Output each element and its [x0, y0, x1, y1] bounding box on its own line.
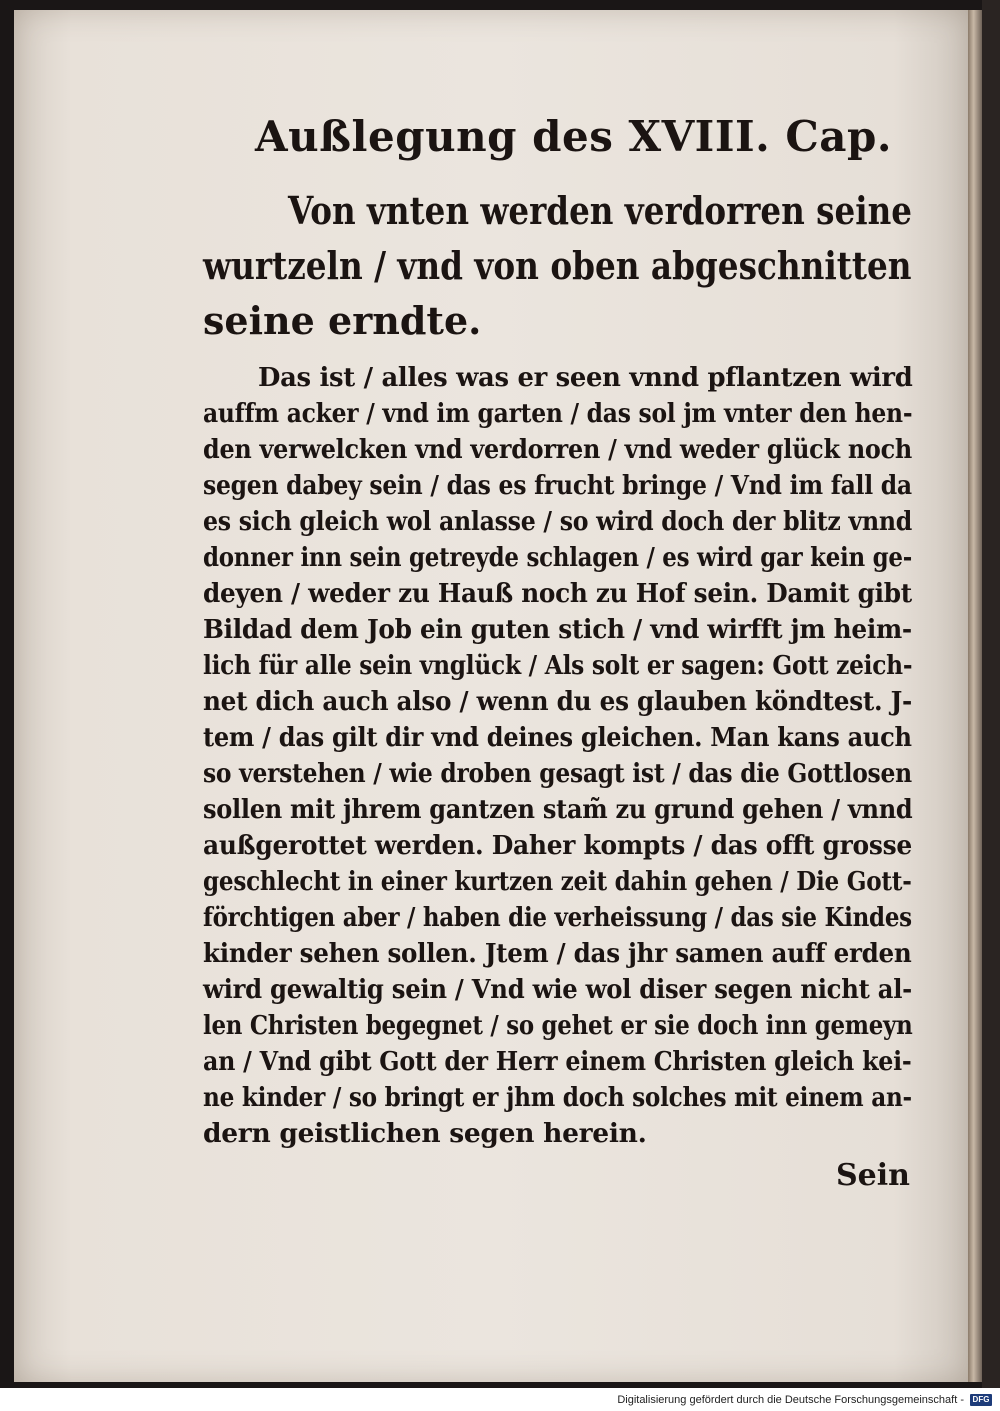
body-line-14: außgerottet werden. Daher kompts / das offt grosse — [203, 830, 912, 861]
body-line-17: kinder sehen sollen. Jtem / das jhr samen auff erden — [203, 938, 912, 969]
verse-line-1: Von vnten werden verdorren seine — [288, 188, 912, 233]
digitization-footer — [617, 1394, 992, 1406]
body-line-15: geschlecht in einer kurtzen zeit dahin gehen / Die Gott- — [203, 866, 912, 897]
body-line-11: tem / das gilt dir vnd deines gleichen. Man kans auch — [203, 722, 912, 753]
body-line-16: förchtigen aber / haben die verheissung / das sie Kindes — [203, 902, 912, 933]
footer-credit: Digitalisierung gefördert durch die Deutsche Forschungsgemeinschaft - — [617, 1394, 964, 1406]
body-line-3: den verwelcken vnd verdorren / vnd weder glück noch — [203, 434, 912, 465]
body-line-1: Das ist / alles was er seen vnnd pflantzen wird — [258, 362, 913, 393]
body-line-9: lich für alle sein vnglück / Als solt er sagen: Gott zeich- — [203, 650, 913, 681]
body-line-19: len Christen begegnet / so gehet er sie doch inn gemeyn — [203, 1010, 913, 1041]
body-line-4: segen dabey sein / das es frucht bringe / Vnd im fall da — [203, 470, 912, 501]
verse-line-3: seine erndte. — [203, 298, 482, 343]
body-line-18: wird gewaltig sein / Vnd wie wol diser segen nicht al- — [203, 974, 912, 1005]
chapter-heading: Außlegung des XVIII. Cap. — [255, 112, 892, 161]
body-line-20: an / Vnd gibt Gott der Herr einem Christen gleich kei- — [203, 1046, 912, 1077]
body-line-7: deyen / weder zu Hauß noch zu Hof sein. Damit gibt — [203, 578, 912, 609]
catchword: Sein — [836, 1158, 910, 1193]
body-line-5: es sich gleich wol anlasse / so wird doch der blitz vnnd — [203, 506, 912, 537]
body-line-6: donner inn sein getreyde schlagen / es wird gar kein ge- — [203, 542, 912, 573]
body-line-21: ne kinder / so bringt er jhm doch solches mit einem an- — [203, 1082, 912, 1113]
body-line-12: so verstehen / wie droben gesagt ist / das die Gottlosen — [203, 758, 912, 789]
body-line-8: Bildad dem Job ein guten stich / vnd wirfft jm heim- — [203, 614, 912, 645]
body-line-13: sollen mit jhrem gantzen stam̃ zu grund gehen / vnnd — [203, 794, 913, 825]
body-line-2: auffm acker / vnd im garten / das sol jm vnter den hen- — [203, 398, 913, 429]
verse-line-2: wurtzeln / vnd von oben abgeschnitten — [203, 243, 912, 288]
body-line-22: dern geistlichen segen herein. — [203, 1118, 647, 1149]
body-line-10: net dich auch also / wenn du es glauben köndtest. J- — [203, 686, 912, 717]
dfg-logo-icon: DFG — [970, 1394, 992, 1406]
